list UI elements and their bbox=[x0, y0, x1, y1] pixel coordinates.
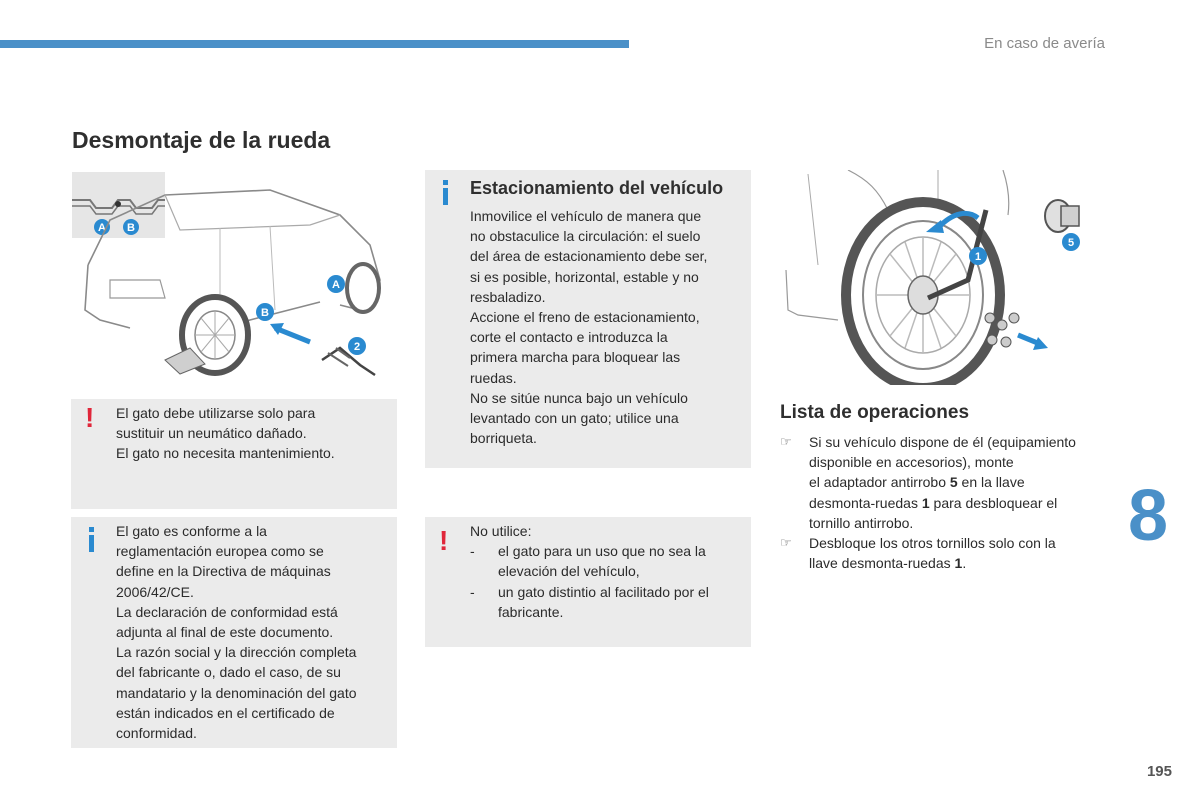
callout-5 bbox=[1062, 233, 1080, 251]
callout-a bbox=[327, 275, 345, 293]
parking-line: Accione el freno de estacionamiento, bbox=[470, 309, 700, 326]
operation-step bbox=[780, 533, 1125, 573]
callout-b-label: B bbox=[261, 307, 269, 319]
inset-callout-b-label: B bbox=[127, 222, 135, 234]
info-line: están indicados en el certificado de bbox=[116, 704, 335, 721]
chapter-number: 8 bbox=[1128, 476, 1169, 556]
pointing-hand-icon: ☞ bbox=[780, 434, 792, 449]
step-text: llave desmonta-ruedas bbox=[809, 555, 955, 572]
parking-line: del área de estacionamiento debe ser, bbox=[470, 248, 708, 265]
jack-warning-box bbox=[71, 399, 397, 509]
info-line: La declaración de conformidad está bbox=[116, 603, 338, 620]
parking-line: corte el contacto e introduzca la bbox=[470, 329, 668, 346]
info-line: del fabricante o, dado el caso, de su bbox=[116, 664, 341, 681]
parking-line: No se sitúe nunca bajo un vehículo bbox=[470, 389, 688, 406]
warning-line: El gato no necesita mantenimiento. bbox=[116, 445, 335, 462]
parking-title: Estacionamiento del vehículo bbox=[470, 178, 724, 198]
info-line: 2006/42/CE. bbox=[116, 583, 194, 600]
callout-a-label: A bbox=[332, 279, 340, 291]
callout-5-label: 5 bbox=[1067, 237, 1075, 249]
step-text: disponible en accesorios), monte bbox=[809, 454, 1014, 471]
info-line: reglamentación europea como se bbox=[116, 543, 324, 560]
info-line: mandatario y la denominación del gato bbox=[116, 684, 357, 701]
callout-b bbox=[256, 303, 274, 321]
pointing-hand-icon: ☞ bbox=[780, 535, 792, 551]
info-line: define en la Directiva de máquinas bbox=[116, 563, 331, 580]
list-item bbox=[470, 582, 745, 622]
parking-line: levantado con un gato; utilice una bbox=[470, 410, 679, 427]
parking-line: resbaladizo. bbox=[470, 288, 546, 305]
inset-callout-b bbox=[123, 219, 139, 235]
warning-icon: ! bbox=[439, 525, 449, 556]
operation-step bbox=[780, 432, 1125, 533]
step-text: Si su vehículo dispone de él (equipamiento bbox=[809, 434, 1076, 450]
list-item bbox=[470, 541, 745, 581]
part-number: 5 bbox=[949, 474, 958, 491]
list-item-line: el gato para un uso que no sea la bbox=[498, 543, 706, 560]
callout-1 bbox=[969, 247, 987, 265]
parking-line: ruedas. bbox=[470, 369, 517, 386]
warning-line: sustituir un neumático dañado. bbox=[116, 425, 307, 442]
list-item-line: fabricante. bbox=[498, 603, 564, 620]
parking-info-box bbox=[425, 170, 751, 468]
inset-callout-a-label: A bbox=[98, 222, 106, 234]
list-item-line: elevación del vehículo, bbox=[498, 563, 640, 580]
do-not-use-warning-box bbox=[425, 517, 751, 647]
operations-title: Lista de operaciones bbox=[780, 402, 970, 423]
list-item-line: un gato distintio al facilitado por el bbox=[498, 583, 709, 600]
warning-list bbox=[470, 541, 745, 622]
part-number: 1 bbox=[921, 494, 930, 511]
info-line: conformidad. bbox=[116, 725, 197, 742]
warning-icon: ! bbox=[85, 402, 95, 433]
chapter-label: En caso de avería bbox=[984, 35, 1105, 52]
inset-callout-a bbox=[94, 219, 110, 235]
info-line: El gato es conforme a la bbox=[116, 523, 267, 539]
car-jack-points-illustration bbox=[70, 170, 390, 385]
jack-info-box bbox=[71, 517, 397, 748]
callout-2 bbox=[348, 337, 366, 355]
step-text: . bbox=[962, 555, 967, 572]
step-text: desmonta-ruedas bbox=[809, 494, 922, 511]
part-number: 1 bbox=[954, 555, 963, 572]
parking-line: Inmovilice el vehículo de manera que bbox=[470, 208, 702, 224]
dash-marker: - bbox=[470, 583, 475, 600]
callout-2-label: 2 bbox=[353, 341, 361, 353]
parking-line: si es posible, horizontal, estable y no bbox=[470, 268, 699, 285]
step-text: Desbloque los otros tornillos solo con la bbox=[809, 535, 1056, 552]
dash-marker: - bbox=[470, 543, 475, 560]
warning-line: El gato debe utilizarse solo para bbox=[116, 405, 316, 421]
info-line: adjunta al final de este documento. bbox=[116, 624, 334, 641]
page-title: Desmontaje de la rueda bbox=[72, 127, 331, 153]
step-text: en la llave bbox=[957, 474, 1025, 491]
page-number: 195 bbox=[1146, 763, 1172, 780]
parking-line: primera marcha para bloquear las bbox=[470, 349, 681, 366]
chapter-color-bar bbox=[0, 40, 629, 48]
parking-line: borriqueta. bbox=[470, 430, 537, 447]
warning-intro: No utilice: bbox=[470, 523, 532, 539]
parking-line: no obstaculice la circulación: el suelo bbox=[470, 228, 701, 245]
callout-1-label: 1 bbox=[974, 251, 982, 263]
step-text: tornillo antirrobo. bbox=[809, 514, 914, 531]
wheel-wrench-illustration bbox=[778, 170, 1098, 385]
step-text: para desbloquear el bbox=[929, 494, 1058, 511]
operations-list bbox=[780, 432, 1125, 573]
step-text: el adaptador antirrobo bbox=[809, 474, 950, 491]
info-line: La razón social y la dirección completa bbox=[116, 644, 357, 661]
